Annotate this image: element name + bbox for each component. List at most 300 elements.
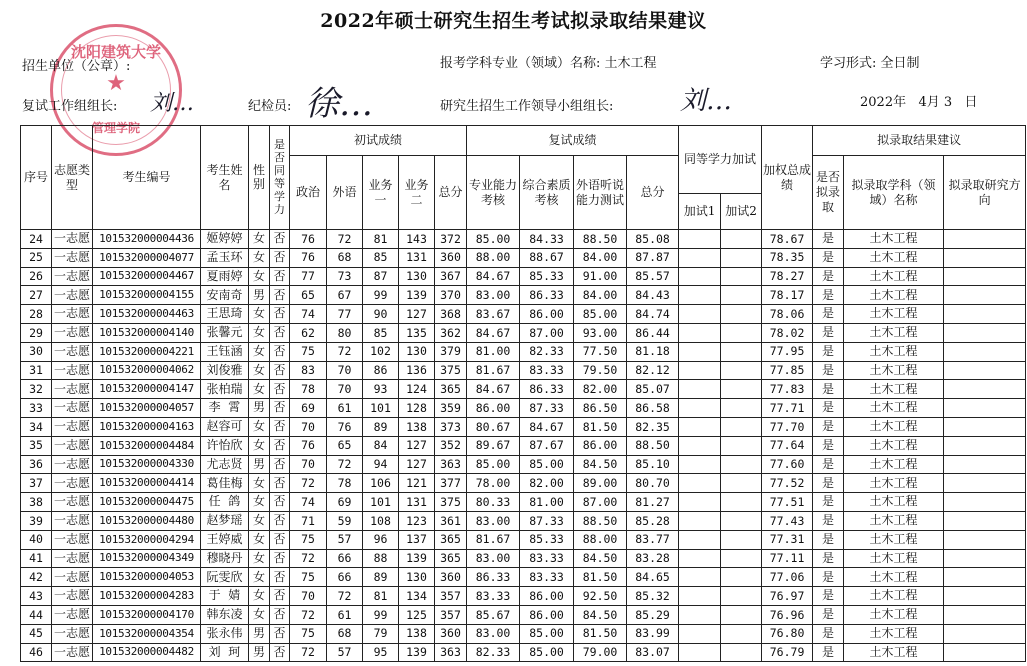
cell-admit-subject: 土木工程	[844, 380, 944, 399]
cell-re-total: 82.35	[627, 417, 679, 436]
cell-biz2: 131	[399, 493, 435, 512]
seal-text: 沈阳建筑大学	[70, 43, 161, 61]
cell-extra1	[679, 605, 721, 624]
document-date: 2022年 4月 3 日	[860, 95, 978, 110]
cell-gender: 男	[249, 286, 270, 305]
cell-listening: 92.50	[574, 587, 627, 606]
cell-weighted: 77.71	[762, 399, 813, 418]
cell-name: 安南奇	[201, 286, 249, 305]
cell-weighted: 78.17	[762, 286, 813, 305]
admissions-leader-label: 研究生招生工作领导小组组长:	[440, 99, 614, 114]
document-title: 2022年硕士研究生招生考试拟录取结果建议	[320, 10, 707, 32]
cell-english: 72	[327, 342, 363, 361]
cell-weighted: 78.35	[762, 248, 813, 267]
col-gender: 性别	[249, 126, 270, 230]
cell-quality: 83.33	[520, 549, 574, 568]
col-extra2: 加试2	[721, 194, 762, 230]
cell-weighted: 77.06	[762, 568, 813, 587]
cell-extra1	[679, 568, 721, 587]
cell-gender: 女	[249, 511, 270, 530]
cell-equiv: 否	[270, 286, 290, 305]
cell-equiv: 否	[270, 248, 290, 267]
cell-gender: 女	[249, 417, 270, 436]
cell-quality: 87.33	[520, 399, 574, 418]
cell-extra1	[679, 286, 721, 305]
cell-extra1	[679, 511, 721, 530]
cell-weighted: 77.11	[762, 549, 813, 568]
cell-quality: 85.00	[520, 455, 574, 474]
cell-politics: 72	[290, 474, 327, 493]
cell-extra2	[721, 549, 762, 568]
cell-quality: 86.33	[520, 286, 574, 305]
cell-politics: 65	[290, 286, 327, 305]
cell-admit-subject: 土木工程	[844, 417, 944, 436]
col-name: 考生姓名	[201, 126, 249, 230]
cell-equiv: 否	[270, 267, 290, 286]
cell-exam-no: 101532000004475	[93, 493, 201, 512]
cell-init-total: 360	[435, 568, 467, 587]
cell-gender: 女	[249, 342, 270, 361]
cell-weighted: 77.60	[762, 455, 813, 474]
cell-professional: 89.67	[467, 436, 520, 455]
cell-extra2	[721, 286, 762, 305]
cell-politics: 83	[290, 361, 327, 380]
cell-english: 66	[327, 568, 363, 587]
cell-professional: 84.67	[467, 323, 520, 342]
cell-re-total: 85.08	[627, 230, 679, 249]
cell-politics: 70	[290, 417, 327, 436]
cell-volunteer: 一志愿	[52, 342, 93, 361]
cell-re-total: 85.32	[627, 587, 679, 606]
cell-admit: 是	[813, 605, 844, 624]
cell-biz1: 81	[363, 587, 399, 606]
cell-gender: 男	[249, 624, 270, 643]
cell-extra1	[679, 267, 721, 286]
cell-name: 姬婷婷	[201, 230, 249, 249]
cell-quality: 87.67	[520, 436, 574, 455]
cell-extra1	[679, 587, 721, 606]
cell-equiv: 否	[270, 417, 290, 436]
cell-re-total: 86.58	[627, 399, 679, 418]
cell-seq: 31	[21, 361, 52, 380]
cell-admit: 是	[813, 305, 844, 324]
cell-re-total: 85.10	[627, 455, 679, 474]
cell-volunteer: 一志愿	[52, 549, 93, 568]
cell-seq: 42	[21, 568, 52, 587]
cell-english: 78	[327, 474, 363, 493]
cell-admit-subject: 土木工程	[844, 286, 944, 305]
col-exam-no: 考生编号	[93, 126, 201, 230]
cell-listening: 88.50	[574, 511, 627, 530]
cell-re-total: 86.44	[627, 323, 679, 342]
cell-weighted: 78.02	[762, 323, 813, 342]
cell-admit-subject: 土木工程	[844, 624, 944, 643]
table-row	[21, 587, 1026, 606]
col-admit: 是否拟录取	[813, 156, 844, 230]
cell-volunteer: 一志愿	[52, 323, 93, 342]
cell-direction	[944, 455, 1026, 474]
cell-listening: 93.00	[574, 323, 627, 342]
cell-exam-no: 101532000004467	[93, 267, 201, 286]
cell-re-total: 81.27	[627, 493, 679, 512]
cell-biz1: 90	[363, 305, 399, 324]
cell-admit: 是	[813, 361, 844, 380]
cell-init-total: 363	[435, 643, 467, 662]
cell-volunteer: 一志愿	[52, 587, 93, 606]
table-body	[21, 230, 1026, 662]
cell-english: 69	[327, 493, 363, 512]
cell-biz2: 138	[399, 624, 435, 643]
cell-extra2	[721, 605, 762, 624]
cell-exam-no: 101532000004155	[93, 286, 201, 305]
cell-re-total: 88.50	[627, 436, 679, 455]
cell-direction	[944, 549, 1026, 568]
cell-biz1: 88	[363, 549, 399, 568]
cell-politics: 75	[290, 624, 327, 643]
cell-extra1	[679, 474, 721, 493]
cell-biz2: 125	[399, 605, 435, 624]
cell-exam-no: 101532000004294	[93, 530, 201, 549]
cell-volunteer: 一志愿	[52, 305, 93, 324]
cell-re-total: 84.43	[627, 286, 679, 305]
cell-admit-subject: 土木工程	[844, 361, 944, 380]
cell-quality: 85.33	[520, 267, 574, 286]
cell-admit: 是	[813, 474, 844, 493]
cell-direction	[944, 342, 1026, 361]
cell-weighted: 78.67	[762, 230, 813, 249]
cell-extra2	[721, 267, 762, 286]
cell-english: 57	[327, 643, 363, 662]
cell-equiv: 否	[270, 511, 290, 530]
cell-direction	[944, 267, 1026, 286]
cell-quality: 86.00	[520, 587, 574, 606]
table-row	[21, 643, 1026, 662]
cell-equiv: 否	[270, 587, 290, 606]
cell-init-total: 362	[435, 323, 467, 342]
cell-quality: 81.00	[520, 493, 574, 512]
cell-english: 59	[327, 511, 363, 530]
table-row	[21, 248, 1026, 267]
table-row	[21, 436, 1026, 455]
cell-name: 尤志贤	[201, 455, 249, 474]
table-row	[21, 417, 1026, 436]
col-direction: 拟录取研究方向	[944, 156, 1026, 230]
cell-seq: 34	[21, 417, 52, 436]
cell-politics: 78	[290, 380, 327, 399]
cell-volunteer: 一志愿	[52, 493, 93, 512]
col-re-total: 总分	[627, 156, 679, 230]
cell-admit-subject: 土木工程	[844, 530, 944, 549]
cell-name: 夏雨婷	[201, 267, 249, 286]
cell-extra1	[679, 417, 721, 436]
cell-init-total: 368	[435, 305, 467, 324]
cell-equiv: 否	[270, 361, 290, 380]
cell-re-total: 85.57	[627, 267, 679, 286]
cell-weighted: 78.27	[762, 267, 813, 286]
cell-re-total: 81.18	[627, 342, 679, 361]
cell-quality: 87.33	[520, 511, 574, 530]
cell-gender: 女	[249, 436, 270, 455]
cell-quality: 85.00	[520, 643, 574, 662]
cell-gender: 女	[249, 267, 270, 286]
cell-extra2	[721, 417, 762, 436]
cell-listening: 84.00	[574, 248, 627, 267]
cell-admit-subject: 土木工程	[844, 455, 944, 474]
cell-gender: 男	[249, 399, 270, 418]
cell-gender: 女	[249, 361, 270, 380]
cell-biz2: 127	[399, 305, 435, 324]
col-biz2: 业务二	[399, 156, 435, 230]
cell-professional: 81.67	[467, 530, 520, 549]
cell-listening: 88.00	[574, 530, 627, 549]
cell-direction	[944, 361, 1026, 380]
cell-gender: 女	[249, 380, 270, 399]
cell-init-total: 352	[435, 436, 467, 455]
table-row	[21, 342, 1026, 361]
cell-listening: 82.00	[574, 380, 627, 399]
col-english: 外语	[327, 156, 363, 230]
cell-politics: 70	[290, 587, 327, 606]
cell-direction	[944, 248, 1026, 267]
cell-re-total: 84.74	[627, 305, 679, 324]
cell-admit: 是	[813, 286, 844, 305]
cell-admit-subject: 土木工程	[844, 267, 944, 286]
cell-gender: 女	[249, 305, 270, 324]
cell-listening: 86.50	[574, 399, 627, 418]
cell-name: 葛佳梅	[201, 474, 249, 493]
cell-extra2	[721, 455, 762, 474]
cell-politics: 62	[290, 323, 327, 342]
cell-init-total: 365	[435, 530, 467, 549]
cell-init-total: 361	[435, 511, 467, 530]
cell-extra2	[721, 474, 762, 493]
col-professional: 专业能力考核	[467, 156, 520, 230]
cell-admit-subject: 土木工程	[844, 568, 944, 587]
cell-name: 张馨元	[201, 323, 249, 342]
admission-results-table	[20, 125, 1026, 662]
table-row	[21, 361, 1026, 380]
col-listening: 外语听说能力测试	[574, 156, 627, 230]
cell-biz1: 89	[363, 568, 399, 587]
cell-politics: 76	[290, 230, 327, 249]
cell-quality: 85.33	[520, 530, 574, 549]
cell-professional: 85.67	[467, 605, 520, 624]
cell-seq: 36	[21, 455, 52, 474]
cell-init-total: 365	[435, 549, 467, 568]
cell-listening: 84.00	[574, 286, 627, 305]
col-politics: 政治	[290, 156, 327, 230]
cell-seq: 45	[21, 624, 52, 643]
cell-english: 70	[327, 380, 363, 399]
cell-politics: 74	[290, 493, 327, 512]
cell-re-total: 82.12	[627, 361, 679, 380]
cell-admit: 是	[813, 399, 844, 418]
cell-exam-no: 101532000004163	[93, 417, 201, 436]
cell-extra1	[679, 624, 721, 643]
cell-name: 刘 珂	[201, 643, 249, 662]
cell-re-total: 85.07	[627, 380, 679, 399]
cell-admit-subject: 土木工程	[844, 587, 944, 606]
cell-biz2: 130	[399, 342, 435, 361]
cell-english: 68	[327, 248, 363, 267]
cell-politics: 74	[290, 305, 327, 324]
cell-admit-subject: 土木工程	[844, 399, 944, 418]
cell-biz1: 96	[363, 530, 399, 549]
cell-listening: 84.50	[574, 549, 627, 568]
cell-quality: 85.00	[520, 624, 574, 643]
cell-seq: 25	[21, 248, 52, 267]
cell-equiv: 否	[270, 568, 290, 587]
cell-equiv: 否	[270, 549, 290, 568]
cell-admit-subject: 土木工程	[844, 474, 944, 493]
cell-quality: 86.00	[520, 305, 574, 324]
cell-listening: 81.50	[574, 624, 627, 643]
cell-name: 任 鸽	[201, 493, 249, 512]
cell-exam-no: 101532000004349	[93, 549, 201, 568]
cell-name: 王婷威	[201, 530, 249, 549]
cell-init-total: 357	[435, 587, 467, 606]
cell-weighted: 77.95	[762, 342, 813, 361]
cell-extra2	[721, 643, 762, 662]
table-row	[21, 380, 1026, 399]
unit-label: 招生单位（公章）:	[22, 59, 131, 74]
cell-quality: 86.33	[520, 380, 574, 399]
cell-extra1	[679, 643, 721, 662]
cell-biz2: 134	[399, 587, 435, 606]
table-row	[21, 399, 1026, 418]
cell-biz2: 128	[399, 399, 435, 418]
cell-listening: 91.00	[574, 267, 627, 286]
cell-admit: 是	[813, 549, 844, 568]
cell-extra1	[679, 530, 721, 549]
cell-professional: 81.67	[467, 361, 520, 380]
cell-biz2: 121	[399, 474, 435, 493]
cell-weighted: 77.70	[762, 417, 813, 436]
table-row	[21, 230, 1026, 249]
cell-extra2	[721, 511, 762, 530]
cell-extra2	[721, 436, 762, 455]
col-seq: 序号	[21, 126, 52, 230]
cell-admit-subject: 土木工程	[844, 493, 944, 512]
cell-seq: 27	[21, 286, 52, 305]
seal-subtext: 管理学院	[91, 121, 140, 135]
cell-admit-subject: 土木工程	[844, 342, 944, 361]
cell-extra2	[721, 342, 762, 361]
cell-biz2: 131	[399, 248, 435, 267]
cell-admit: 是	[813, 530, 844, 549]
cell-politics: 72	[290, 549, 327, 568]
cell-exam-no: 101532000004221	[93, 342, 201, 361]
cell-biz2: 127	[399, 436, 435, 455]
cell-direction	[944, 399, 1026, 418]
cell-professional: 83.00	[467, 286, 520, 305]
cell-volunteer: 一志愿	[52, 455, 93, 474]
cell-admit: 是	[813, 511, 844, 530]
cell-volunteer: 一志愿	[52, 380, 93, 399]
cell-extra1	[679, 380, 721, 399]
cell-professional: 86.00	[467, 399, 520, 418]
cell-equiv: 否	[270, 230, 290, 249]
cell-init-total: 360	[435, 248, 467, 267]
study-mode-label: 学习形式: 全日制	[820, 56, 920, 71]
cell-gender: 女	[249, 323, 270, 342]
cell-equiv: 否	[270, 399, 290, 418]
cell-extra2	[721, 493, 762, 512]
cell-seq: 41	[21, 549, 52, 568]
cell-exam-no: 101532000004147	[93, 380, 201, 399]
cell-biz2: 130	[399, 267, 435, 286]
table-row	[21, 305, 1026, 324]
cell-exam-no: 101532000004330	[93, 455, 201, 474]
cell-volunteer: 一志愿	[52, 286, 93, 305]
cell-weighted: 77.85	[762, 361, 813, 380]
cell-exam-no: 101532000004484	[93, 436, 201, 455]
cell-admit-subject: 土木工程	[844, 323, 944, 342]
cell-volunteer: 一志愿	[52, 248, 93, 267]
cell-biz2: 139	[399, 549, 435, 568]
cell-name: 穆晓丹	[201, 549, 249, 568]
cell-seq: 29	[21, 323, 52, 342]
table-row	[21, 511, 1026, 530]
cell-admit: 是	[813, 568, 844, 587]
cell-seq: 28	[21, 305, 52, 324]
cell-direction	[944, 380, 1026, 399]
cell-quality: 87.00	[520, 323, 574, 342]
cell-english: 66	[327, 549, 363, 568]
cell-biz2: 138	[399, 417, 435, 436]
cell-professional: 85.00	[467, 230, 520, 249]
cell-admit-subject: 土木工程	[844, 305, 944, 324]
cell-seq: 35	[21, 436, 52, 455]
cell-listening: 86.00	[574, 436, 627, 455]
cell-weighted: 77.52	[762, 474, 813, 493]
cell-init-total: 360	[435, 624, 467, 643]
cell-name: 李 霄	[201, 399, 249, 418]
cell-init-total: 377	[435, 474, 467, 493]
cell-equiv: 否	[270, 493, 290, 512]
cell-biz1: 87	[363, 267, 399, 286]
cell-volunteer: 一志愿	[52, 417, 93, 436]
cell-init-total: 373	[435, 417, 467, 436]
cell-quality: 82.33	[520, 342, 574, 361]
cell-equiv: 否	[270, 455, 290, 474]
cell-gender: 女	[249, 587, 270, 606]
cell-english: 61	[327, 605, 363, 624]
cell-exam-no: 101532000004057	[93, 399, 201, 418]
table-row	[21, 568, 1026, 587]
cell-english: 61	[327, 399, 363, 418]
group-initial: 初试成绩	[290, 126, 467, 156]
cell-admit: 是	[813, 267, 844, 286]
cell-extra1	[679, 323, 721, 342]
cell-volunteer: 一志愿	[52, 624, 93, 643]
cell-english: 72	[327, 455, 363, 474]
cell-admit: 是	[813, 624, 844, 643]
cell-admit-subject: 土木工程	[844, 643, 944, 662]
cell-listening: 89.00	[574, 474, 627, 493]
cell-name: 于 婧	[201, 587, 249, 606]
cell-admit: 是	[813, 643, 844, 662]
cell-re-total: 84.65	[627, 568, 679, 587]
cell-extra1	[679, 230, 721, 249]
cell-direction	[944, 587, 1026, 606]
cell-extra1	[679, 305, 721, 324]
cell-equiv: 否	[270, 342, 290, 361]
cell-direction	[944, 305, 1026, 324]
cell-biz1: 85	[363, 248, 399, 267]
cell-extra2	[721, 323, 762, 342]
cell-admit: 是	[813, 342, 844, 361]
